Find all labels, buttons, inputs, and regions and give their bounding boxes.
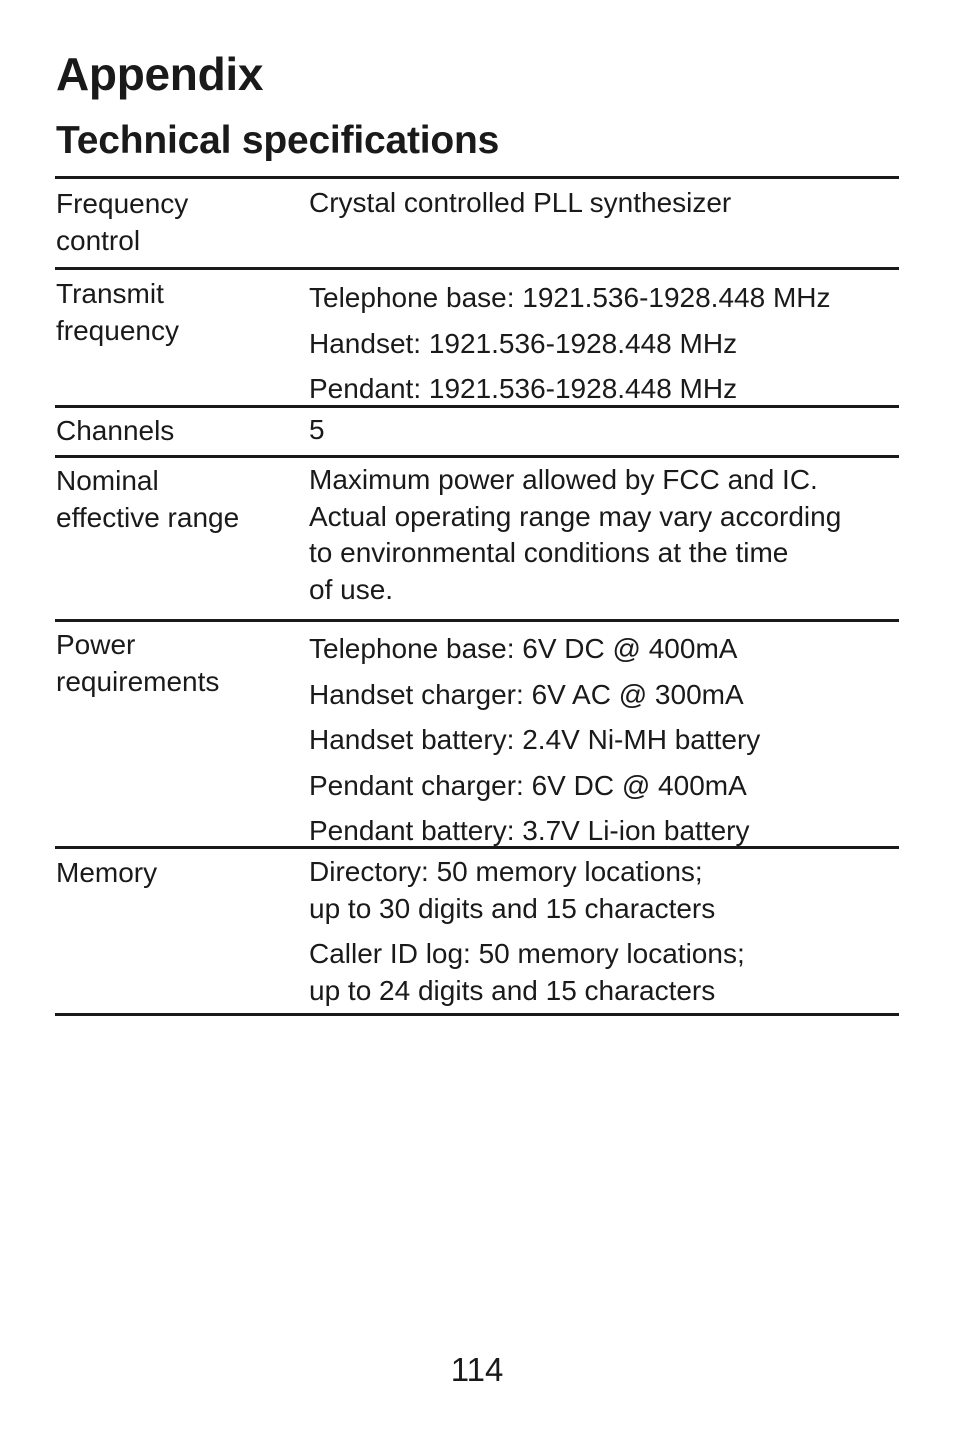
page-title: Appendix xyxy=(56,48,264,100)
spec-value-line: Telephone base: 6V DC @ 400mA xyxy=(309,633,738,664)
spec-value xyxy=(309,412,899,449)
spec-row-frequency-control xyxy=(55,179,899,270)
spec-value-line: Pendant: 1921.536-1928.448 MHz xyxy=(309,373,738,404)
spec-value-line: Maximum power allowed by FCC and IC. Actual operating range may vary according to environmental conditions at the time of use. xyxy=(309,464,842,605)
spec-value xyxy=(309,275,899,412)
spec-table xyxy=(55,176,899,1016)
spec-value xyxy=(309,462,899,608)
spec-value-line: Crystal controlled PLL synthesizer xyxy=(309,187,732,218)
spec-value-line: 5 xyxy=(309,414,325,445)
spec-value xyxy=(309,626,899,854)
spec-value-line: Telephone base: 1921.536-1928.448 MHz xyxy=(309,282,831,313)
spec-label: Frequency control xyxy=(56,188,189,256)
page-number: 114 xyxy=(450,1351,504,1388)
spec-row-power-requirements xyxy=(55,622,899,849)
spec-row-transmit-frequency xyxy=(55,270,899,408)
spec-value-line: Caller ID log: 50 memory locations; up to 24 digits and 15 characters xyxy=(309,938,745,1006)
spec-label: Channels xyxy=(56,415,175,446)
spec-value-line: Handset battery: 2.4V Ni-MH battery xyxy=(309,724,761,755)
spec-row-channels xyxy=(55,408,899,458)
spec-label: Power requirements xyxy=(56,629,220,697)
spec-row-nominal-effective-range xyxy=(55,458,899,622)
spec-value-line: Directory: 50 memory locations; up to 30 digits and 15 characters xyxy=(309,856,716,924)
spec-value-line: Handset charger: 6V AC @ 300mA xyxy=(309,678,744,710)
spec-value-line: Pendant battery: 3.7V Li-ion battery xyxy=(309,815,750,846)
spec-value-line: Handset: 1921.536-1928.448 MHz xyxy=(309,327,738,359)
spec-label: Memory xyxy=(56,857,158,888)
spec-value-line: Pendant charger: 6V DC @ 400mA xyxy=(309,769,747,801)
spec-value xyxy=(309,854,899,1009)
spec-label: Nominal effective range xyxy=(56,465,240,533)
section-title: Technical specifications xyxy=(56,119,500,162)
spec-value xyxy=(309,185,899,222)
spec-label: Transmit frequency xyxy=(56,278,179,346)
spec-row-memory xyxy=(55,849,899,1016)
